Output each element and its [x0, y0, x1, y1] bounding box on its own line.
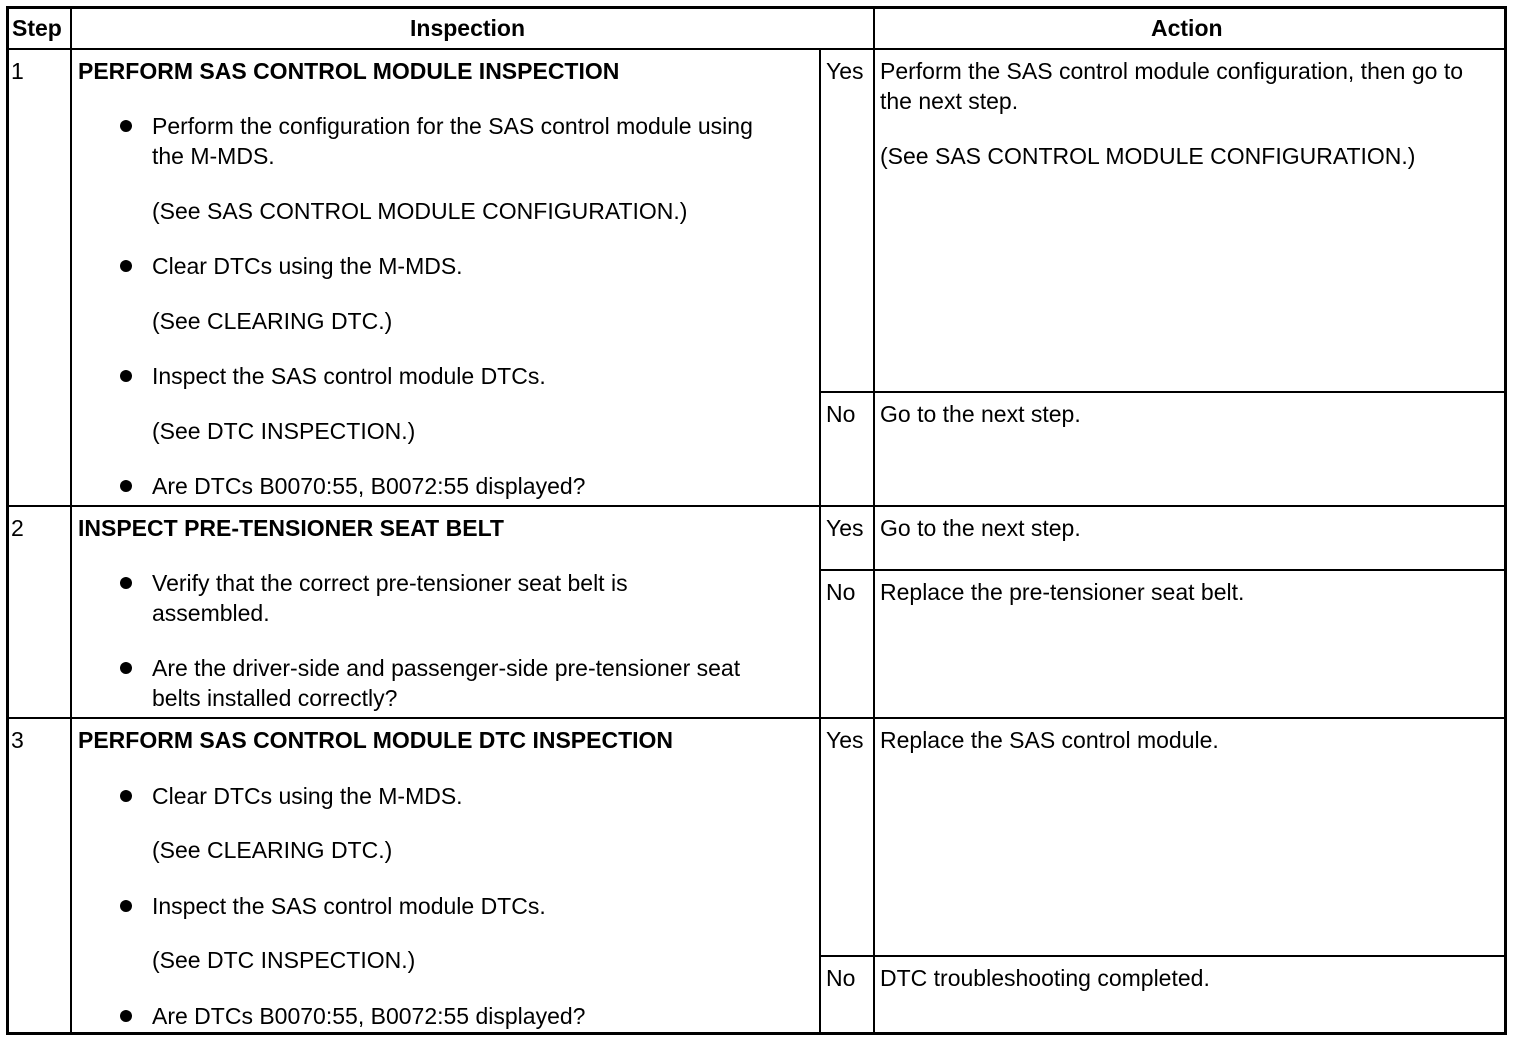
- bullet-icon: [120, 790, 132, 802]
- bullet-icon: [120, 662, 132, 674]
- result-yes-label: Yes: [826, 58, 864, 84]
- result-no-label: No: [826, 401, 856, 427]
- bullet-icon: [120, 480, 132, 492]
- list-item-reference: (See CLEARING DTC.): [152, 308, 393, 334]
- bullet-icon: [120, 900, 132, 912]
- header-action: Action: [1151, 15, 1223, 41]
- header-step: Step: [12, 15, 62, 41]
- yes-action: Replace the SAS control module.: [880, 727, 1219, 753]
- no-action: Replace the pre-tensioner seat belt.: [880, 579, 1245, 605]
- list-item: Inspect the SAS control module DTCs.: [152, 363, 546, 389]
- col-divider-result: [819, 49, 821, 1033]
- list-item-question: Are the driver-side and passenger-side pre-tensioner seat belts installed correctly?: [152, 655, 741, 711]
- list-item: Verify that the correct pre-tensioner seat belt is assembled.: [152, 570, 628, 626]
- divider-step3-yes-no: [820, 955, 1505, 957]
- divider-step1-yes-no: [820, 391, 1505, 393]
- no-action: Go to the next step.: [880, 401, 1081, 427]
- yes-action-reference: (See SAS CONTROL MODULE CONFIGURATION.): [880, 143, 1416, 169]
- col-divider-step: [70, 8, 72, 1033]
- divider-step2-yes-no: [820, 569, 1505, 571]
- bullet-icon: [120, 370, 132, 382]
- result-no-label: No: [826, 965, 856, 991]
- step-title: PERFORM SAS CONTROL MODULE INSPECTION: [78, 58, 620, 84]
- no-action: DTC troubleshooting completed.: [880, 965, 1210, 991]
- list-item-reference: (See CLEARING DTC.): [152, 837, 393, 863]
- list-item-reference: (See DTC INSPECTION.): [152, 418, 416, 444]
- row-divider-header: [8, 48, 1505, 50]
- row-divider-step2: [8, 717, 1505, 719]
- result-yes-label: Yes: [826, 515, 864, 541]
- bullet-icon: [120, 260, 132, 272]
- bullet-icon: [120, 120, 132, 132]
- list-item-reference: (See SAS CONTROL MODULE CONFIGURATION.): [152, 198, 688, 224]
- list-item-reference: (See DTC INSPECTION.): [152, 947, 416, 973]
- col-divider-action: [873, 8, 875, 1033]
- result-no-label: No: [826, 579, 856, 605]
- list-item: Inspect the SAS control module DTCs.: [152, 893, 546, 919]
- yes-action: Go to the next step.: [880, 515, 1081, 541]
- list-item-question: Are DTCs B0070:55, B0072:55 displayed?: [152, 473, 586, 499]
- bullet-icon: [120, 577, 132, 589]
- step-number: 2: [11, 515, 24, 541]
- step-number: 3: [11, 727, 24, 753]
- result-yes-label: Yes: [826, 727, 864, 753]
- step-title: INSPECT PRE-TENSIONER SEAT BELT: [78, 515, 504, 541]
- list-item: Clear DTCs using the M-MDS.: [152, 253, 463, 279]
- list-item-question: Are DTCs B0070:55, B0072:55 displayed?: [152, 1003, 586, 1029]
- list-item: Perform the configuration for the SAS control module using the M-MDS.: [152, 113, 753, 169]
- header-inspection: Inspection: [410, 15, 526, 41]
- step-title: PERFORM SAS CONTROL MODULE DTC INSPECTION: [78, 727, 674, 753]
- row-divider-step1: [8, 505, 1505, 507]
- bullet-icon: [120, 1010, 132, 1022]
- yes-action: Perform the SAS control module configuration, then go to the next step.: [880, 58, 1463, 114]
- step-number: 1: [11, 58, 24, 84]
- list-item: Clear DTCs using the M-MDS.: [152, 783, 463, 809]
